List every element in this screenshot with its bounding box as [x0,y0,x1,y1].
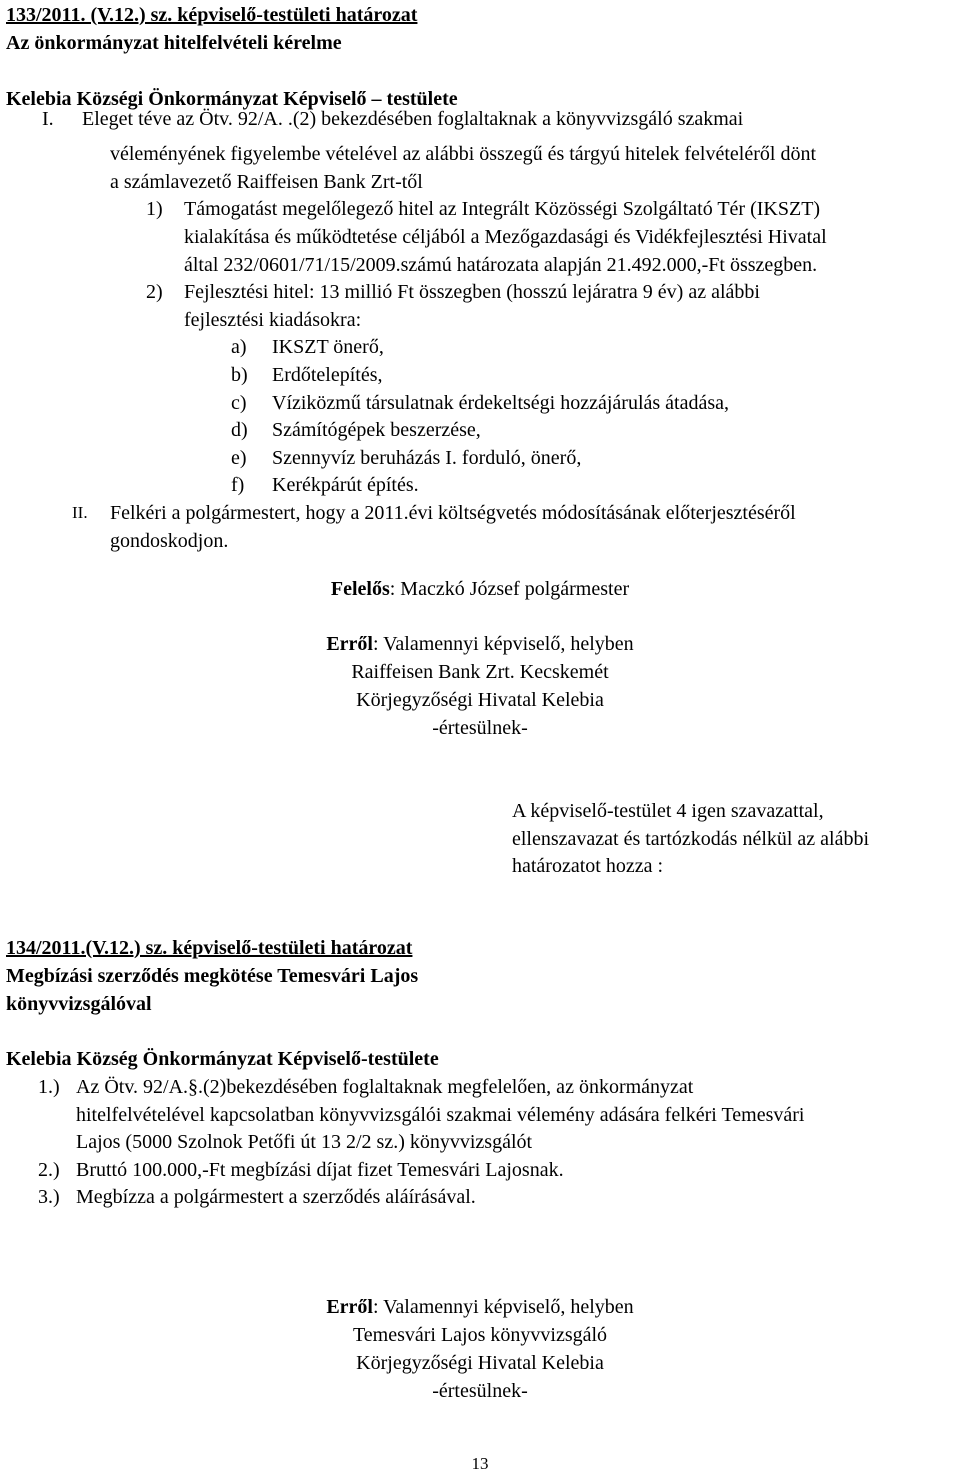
notify-2-line-3: Körjegyzőségi Hivatal Kelebia [356,1352,604,1374]
r2-item-1-line-1: Az Ötv. 92/A.§.(2)bekezdésében foglaltaknak megfelelően, az önkormányzat [76,1076,694,1098]
item-1-line-3: által 232/0601/71/15/2009.számú határozata alapján 21.492.000,-Ft összegben. [184,254,818,276]
notify-2-line-1 [0,1293,960,1321]
responsible-value: : Maczkó József polgármester [389,578,630,600]
r2-item-1-marker: 1.) [38,1076,60,1098]
vote-line-3: határozatot hozza : [512,855,664,877]
section-1-line-2: véleményének figyelembe vételével az alábbi összegű és tárgyú hitelek felvételéről dönt [110,143,817,165]
responsible-line [0,575,960,603]
resolution-1-body-header: Kelebia Községi Önkormányzat Képviselő – testülete [6,88,458,110]
section-1-line-3: a számlavezető Raiffeisen Bank Zrt-től [110,171,423,193]
notify-1-line-3: Körjegyzőségi Hivatal Kelebia [356,689,604,711]
responsible-label: Felelős [330,578,390,600]
item-2-line-2: fejlesztési kiadásokra: [184,309,362,331]
subitem-d-text: Számítógépek beszerzése, [272,419,481,441]
notify-2-line-4: -értesülnek- [432,1380,528,1402]
resolution-2-subject-line-2: könyvvizsgálóval [6,993,152,1015]
section-1-marker: I. [42,108,54,130]
page-number: 13 [471,1454,489,1473]
section-2-line-2: gondoskodjon. [110,530,229,552]
vote-line-1: A képviselő-testület 4 igen szavazattal, [512,800,824,822]
item-2-line-1: Fejlesztési hitel: 13 millió Ft összegben (hosszú lejáratra 9 év) az alábbi [184,281,760,303]
r2-item-2-marker: 2.) [38,1159,60,1181]
r2-item-2-line-1: Bruttó 100.000,-Ft megbízási díjat fizet Temesvári Lajosnak. [76,1159,564,1181]
section-2-marker: II. [72,503,88,522]
subitem-c-text: Víziközmű társulatnak érdekeltségi hozzájárulás átadása, [272,392,730,414]
notify-1-label: Erről [326,633,373,655]
r2-item-3-line-1: Megbízza a polgármestert a szerződés aláírásával. [76,1186,476,1208]
section-1-line-1: Eleget téve az Ötv. 92/A. .(2) bekezdésében foglaltaknak a könyvvizsgáló szakmai [82,108,744,130]
subitem-f-marker: f) [231,474,245,496]
notify-2-label: Erről [326,1296,373,1318]
subitem-e-text: Szennyvíz beruházás I. forduló, önerő, [272,447,582,469]
r2-item-1-line-3: Lajos (5000 Szolnok Petőfi út 13 2/2 sz.) könyvvizsgálót [76,1131,533,1153]
subitem-c-marker: c) [231,392,247,414]
subitem-b-marker: b) [231,364,248,386]
r2-item-1-line-2: hitelfelvételével kapcsolatban könyvvizsgálói szakmai vélemény adására felkéri Temesvári [76,1104,805,1126]
subitem-d-marker: d) [231,419,248,441]
subitem-e-marker: e) [231,447,247,469]
notify-1-line-1 [0,630,960,658]
notify-2-line-2: Temesvári Lajos könyvvizsgáló [352,1324,608,1346]
resolution-2-body-header: Kelebia Község Önkormányzat Képviselő-testülete [6,1048,439,1070]
item-1-marker: 1) [146,198,163,220]
resolution-2-title: 134/2011.(V.12.) sz. képviselő-testületi határozat [6,937,413,959]
notify-1-line-4: -értesülnek- [432,717,528,739]
r2-item-3-marker: 3.) [38,1186,60,1208]
subitem-f-text: Kerékpárút építés. [272,474,419,496]
resolution-2-subject-line-1: Megbízási szerződés megkötése Temesvári Lajos [6,965,419,987]
item-2-marker: 2) [146,281,163,303]
subitem-a-text: IKSZT önerő, [272,336,384,358]
subitem-b-text: Erdőtelepítés, [272,364,383,386]
notify-1-line-2: Raiffeisen Bank Zrt. Kecskemét [351,661,609,683]
notify-1-value: : Valamennyi képviselő, helyben [372,633,634,655]
notify-2-value: : Valamennyi képviselő, helyben [372,1296,634,1318]
vote-line-2: ellenszavazat és tartózkodás nélkül az alábbi [512,828,870,850]
item-1-line-2: kialakítása és működtetése céljából a Mezőgazdasági és Vidékfejlesztési Hivatal [184,226,827,248]
section-2-line-1: Felkéri a polgármestert, hogy a 2011.évi költségvetés módosításának előterjesztéséről [110,502,796,524]
subitem-a-marker: a) [231,336,247,358]
resolution-1-title: 133/2011. (V.12.) sz. képviselő-testületi határozat [6,4,418,26]
resolution-1-subject: Az önkormányzat hitelfelvételi kérelme [6,32,342,54]
item-1-line-1: Támogatást megelőlegező hitel az Integrált Közösségi Szolgáltató Tér (IKSZT) [184,198,821,220]
